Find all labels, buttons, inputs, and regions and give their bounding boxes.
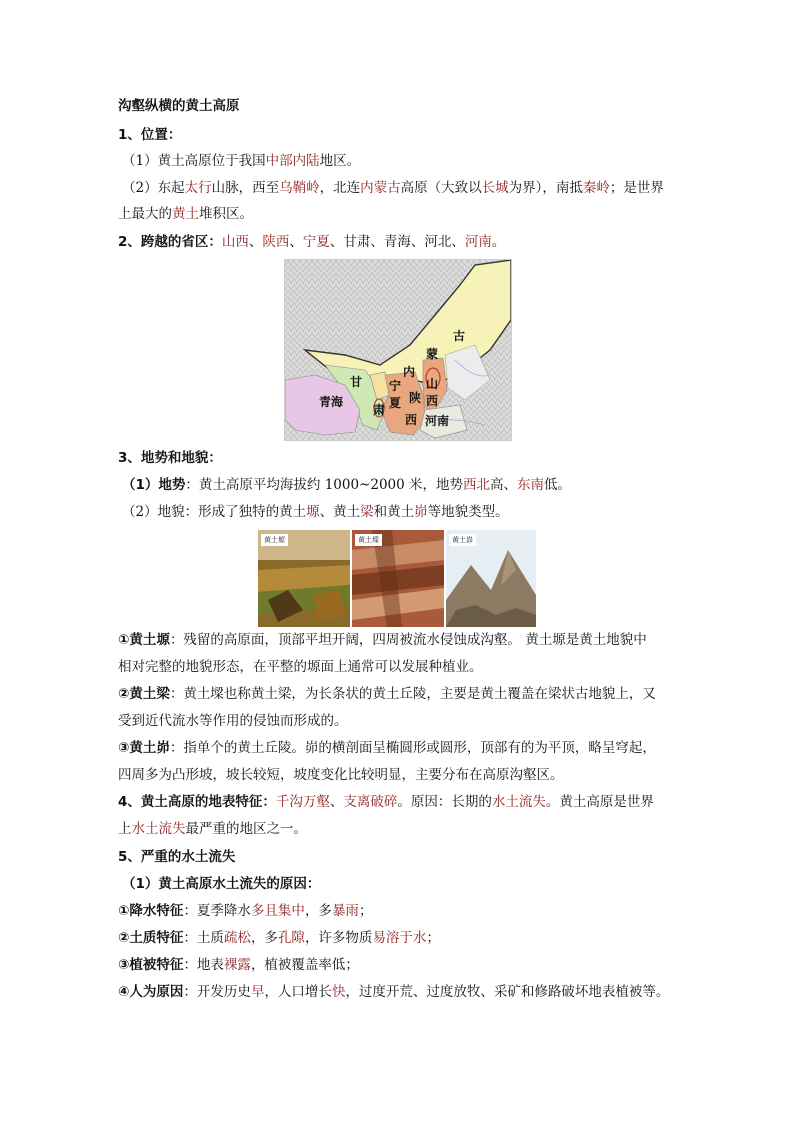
cause-1 [118, 901, 372, 921]
label: ③植被特征 [118, 957, 184, 973]
keyword: 秦岭 [582, 180, 610, 196]
keyword: 暴雨 [331, 903, 359, 919]
label: ①降水特征 [118, 903, 184, 919]
keyword: 裸露 [223, 957, 251, 973]
text: ； [426, 930, 440, 946]
map-label-gan: 甘 [350, 375, 363, 389]
keyword: 快 [331, 984, 346, 1000]
keyword: 水土流失 [131, 821, 186, 837]
keyword: 东南 [517, 477, 545, 493]
section-4 [118, 792, 654, 812]
section-1-point-1 [122, 151, 360, 171]
section-5-subheading: （1）黄土高原水土流失的原因： [122, 876, 321, 892]
keyword: 中部内陆 [265, 153, 320, 169]
section-3-point-2 [122, 502, 509, 522]
map-label-qinghai: 青海 [319, 395, 344, 409]
keyword: 易溶于水 [372, 930, 427, 946]
text: ：地表 [183, 957, 224, 973]
text: （1）黄土高原位于我国 [122, 153, 266, 169]
map-label-xia: 夏 [389, 396, 402, 410]
map-label-gu: 古 [453, 329, 466, 343]
keyword: 太行 [184, 180, 212, 196]
label: （1）地势 [122, 477, 186, 493]
text: 。黄土高原是世界 [545, 794, 654, 810]
map-label-xi2: 西 [405, 413, 418, 427]
label: ④人为原因 [118, 984, 184, 1000]
map-label-xi: 西 [426, 394, 439, 408]
text: 。原因：长期的 [397, 794, 492, 810]
text: ，过度开荒、过度放牧、采矿和修路破坏地表植被等。 [345, 984, 670, 1000]
section-4-cont [118, 819, 307, 839]
text: 堆积区。 [199, 206, 253, 222]
text: 、 [289, 234, 303, 250]
keyword: 早 [250, 984, 265, 1000]
keyword: 水土流失 [491, 794, 546, 810]
text: ：夏季降水 [183, 903, 251, 919]
photo-tag: 黄土峁 [449, 534, 476, 546]
map-label-meng: 蒙 [426, 347, 439, 361]
province: 山西 [221, 234, 249, 250]
text: ，植被覆盖率低； [250, 957, 359, 973]
keyword: 多且集中 [250, 903, 305, 919]
text: 低。 [544, 477, 572, 493]
keyword: 塬 [306, 504, 320, 520]
text: 等地貌类型。 [427, 504, 509, 520]
text: ，多 [250, 930, 278, 946]
keyword: 疏松 [223, 930, 251, 946]
keyword: 西北 [463, 477, 491, 493]
text: 地区。 [319, 153, 361, 169]
cause-4 [118, 982, 669, 1002]
text: ；是世界 [609, 180, 664, 196]
section-3-heading: 3、地势和地貌： [118, 450, 222, 466]
text: ，许多物质 [304, 930, 373, 946]
text: ； [358, 903, 373, 919]
label: ①黄土塬 [118, 632, 170, 648]
section-3-point-1 [122, 475, 571, 495]
text: 高、 [490, 477, 518, 493]
text: ：残留的高原面，顶部平坦开阔，四周被流水侵蚀成沟壑。 黄土塬是黄土地貌中 [169, 632, 647, 648]
map-label-ning: 宁 [389, 379, 402, 393]
text: ：黄土墚也称黄土梁，为长条状的黄土丘陵，主要是黄土覆盖在梁状古地貌上，又 [169, 686, 656, 702]
photo-ridge [352, 530, 444, 627]
keyword: 峁 [414, 504, 428, 520]
text: 、 [329, 794, 344, 810]
keyword: 千沟万壑 [275, 794, 330, 810]
text: 和黄土 [373, 504, 415, 520]
text: ：开发历史 [183, 984, 251, 1000]
photo-tag: 黄土塬 [261, 534, 288, 546]
definition-1-cont: 相对完整的地貌形态，在平整的塬面上通常可以发展种植业。 [118, 659, 483, 675]
keyword: 孔隙 [277, 930, 305, 946]
map-label-shan: 山 [426, 377, 439, 391]
label: ③黄土峁 [118, 740, 170, 756]
text: 山脉，西至 [211, 180, 280, 196]
landform-photos [258, 530, 536, 627]
cause-3 [118, 955, 359, 975]
definition-2-cont: 受到近代流水等作用的侵蚀而形成的。 [118, 713, 348, 729]
map-label-nei: 内 [403, 365, 416, 379]
text: ，多 [304, 903, 332, 919]
definition-3-cont: 四周多为凸形坡，坡长较短，坡度变化比较明显，主要分布在高原沟壑区。 [118, 767, 564, 783]
section-1-point-2 [122, 178, 664, 198]
section-5-heading: 5、严重的水土流失 [118, 849, 236, 865]
keyword: 黄土 [172, 206, 199, 222]
definition-3 [118, 738, 656, 758]
text: 为界），南抵 [508, 180, 583, 196]
text: ，人口增长 [264, 984, 332, 1000]
text: 、 [248, 234, 263, 250]
photo-tableland [258, 530, 350, 627]
text: ：土质 [183, 930, 224, 946]
keyword: 内蒙古 [360, 180, 401, 196]
province: 宁夏 [302, 234, 330, 250]
text: 。 [491, 234, 506, 250]
text: ：指单个的黄土丘陵。峁的横剖面呈椭圆形或圆形，顶部有的为平顶，略呈穹起， [169, 740, 656, 756]
text: 、黄土 [319, 504, 361, 520]
keyword: 支离破碎 [343, 794, 398, 810]
photo-hill [446, 530, 536, 627]
definition-1 [118, 630, 647, 650]
definition-2 [118, 684, 656, 704]
province: 河南 [464, 234, 492, 250]
province: 陕西 [262, 234, 290, 250]
text: ，北连 [319, 180, 361, 196]
text: （2）地貌：形成了独特的黄土 [122, 504, 307, 520]
text: 上最大的 [118, 206, 172, 222]
section-2 [118, 232, 505, 252]
keyword: 长城 [481, 180, 509, 196]
loess-plateau-map [284, 259, 512, 441]
section-2-heading: 2、跨越的省区： [118, 234, 222, 250]
keyword: 乌鞘岭 [279, 180, 320, 196]
map-label-shaan: 陕 [409, 391, 422, 405]
section-1-point-2-cont [118, 204, 253, 224]
map-label-su: 肃 [373, 403, 386, 417]
section-1-heading: 1、位置： [118, 127, 182, 143]
text: ：黄土高原平均海拔约 1000~2000 米，地势 [185, 477, 464, 493]
keyword: 梁 [360, 504, 374, 520]
text: （2）东起 [122, 180, 185, 196]
map-label-henan: 河南 [425, 414, 450, 428]
text: 最严重的地区之一。 [185, 821, 307, 837]
page-title: 沟壑纵横的黄土高原 [118, 98, 240, 114]
text: 上 [118, 821, 132, 837]
cause-2 [118, 928, 440, 948]
photo-tag: 黄土墚 [355, 534, 382, 546]
label: ②土质特征 [118, 930, 184, 946]
label: ②黄土梁 [118, 686, 170, 702]
text: 高原（大致以 [400, 180, 482, 196]
text: 、甘肃、青海、河北、 [329, 234, 465, 250]
section-4-heading: 4、黄土高原的地表特征： [118, 794, 276, 810]
